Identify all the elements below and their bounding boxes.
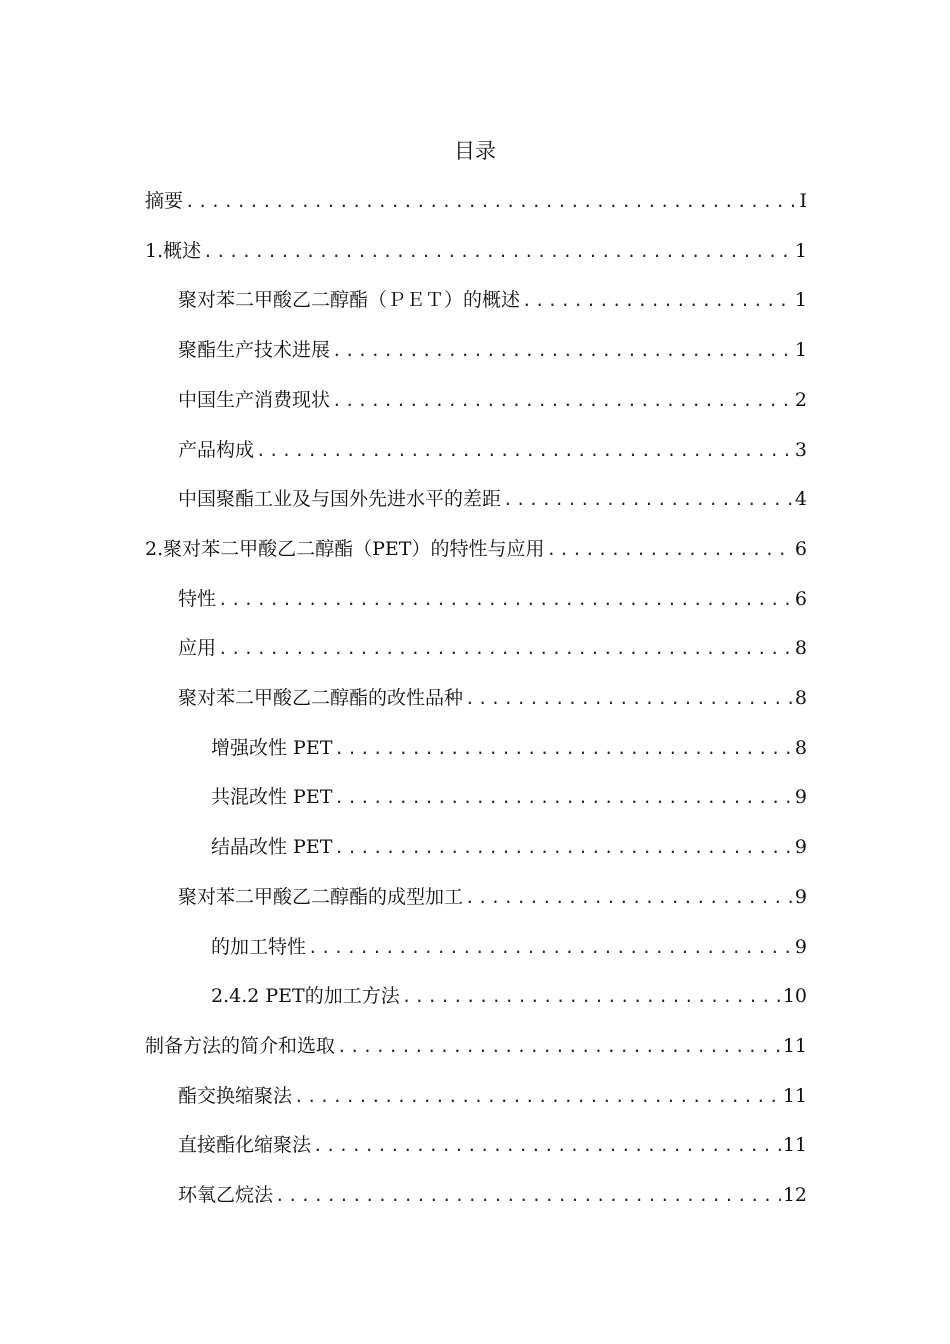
toc-entry[interactable] [211, 981, 807, 1011]
toc-entry-title: 1.概述 [145, 240, 202, 262]
toc-entry-title: 中国聚酯工业及与国外先进水平的差距 [178, 488, 502, 510]
dot-leader [503, 485, 793, 514]
dot-leader [334, 734, 793, 763]
toc-entry[interactable] [178, 285, 807, 315]
toc-entry[interactable] [178, 1130, 807, 1160]
dot-leader [218, 585, 793, 614]
toc-entry[interactable] [211, 932, 807, 962]
toc-entry-title: 聚对苯二甲酸乙二醇酯的改性品种 [178, 687, 464, 709]
dot-leader [332, 336, 793, 365]
toc-entry-page-number: 1 [794, 289, 807, 311]
dot-leader [337, 1032, 781, 1061]
toc-entry-page-number: 9 [794, 886, 807, 908]
dot-leader [203, 237, 793, 266]
toc-entry-title: 应用 [178, 637, 217, 659]
toc-entry-title: 直接酯化缩聚法 [178, 1134, 312, 1156]
toc-title: 目录 [454, 139, 496, 163]
toc-entry-title: 产品构成 [178, 439, 255, 461]
toc-entry-title: 共混改性 PET [211, 786, 333, 808]
dot-leader [465, 684, 793, 713]
dot-leader [313, 1131, 781, 1160]
toc-entry-page-number: 9 [794, 936, 807, 958]
dot-leader [546, 535, 792, 564]
toc-entry-title: 2.4.2 PET的加工方法 [211, 985, 400, 1007]
toc-entry[interactable] [178, 633, 807, 663]
toc-entry[interactable] [145, 534, 807, 564]
dot-leader [185, 187, 797, 216]
toc-entry[interactable] [178, 683, 807, 713]
toc-entry[interactable] [178, 1081, 807, 1111]
toc-entry[interactable] [178, 484, 807, 514]
toc-entry[interactable] [178, 584, 807, 614]
dot-leader [334, 783, 793, 812]
toc-entry[interactable] [211, 782, 807, 812]
toc-entry-page-number: 11 [782, 1134, 807, 1156]
toc-entry-title: 环氧乙烷法 [178, 1184, 274, 1206]
toc-entry-page-number: 11 [782, 1035, 807, 1057]
dot-leader [334, 833, 793, 862]
toc-entry-page-number: 1 [794, 339, 807, 361]
dot-leader [308, 933, 793, 962]
toc-entry-page-number: 8 [794, 737, 807, 759]
toc-entry[interactable] [145, 186, 807, 216]
toc-entry-page-number: I [799, 190, 807, 212]
toc-entry-page-number: 8 [794, 687, 807, 709]
toc-entry-page-number: 9 [794, 836, 807, 858]
toc-entry-title: 增强改性 PET [211, 737, 333, 759]
toc-entry-title: 聚对苯二甲酸乙二醇酯（ＰＥＴ）的概述 [178, 289, 521, 311]
dot-leader [465, 883, 793, 912]
toc-entry[interactable] [178, 385, 807, 415]
toc-entry-page-number: 6 [794, 538, 807, 560]
toc-entry-title: 2.聚对苯二甲酸乙二醇酯（PET）的特性与应用 [145, 538, 545, 560]
dot-leader [256, 436, 793, 465]
toc-entry[interactable] [145, 236, 807, 266]
toc-entry-page-number: 8 [794, 637, 807, 659]
toc-entry-page-number: 12 [782, 1184, 807, 1206]
toc-entry-page-number: 6 [794, 588, 807, 610]
toc-entry-page-number: 2 [794, 389, 807, 411]
toc-entry-title: 聚对苯二甲酸乙二醇酯的成型加工 [178, 886, 464, 908]
dot-leader [294, 1082, 781, 1111]
toc-entry-page-number: 4 [794, 488, 807, 510]
toc-entry-title: 特性 [178, 588, 217, 610]
toc-entry[interactable] [178, 335, 807, 365]
toc-entry-title: 酯交换缩聚法 [178, 1085, 293, 1107]
dot-leader [218, 634, 793, 663]
toc-entry-page-number: 3 [794, 439, 807, 461]
toc-entry-page-number: 11 [782, 1085, 807, 1107]
dot-leader [522, 286, 793, 315]
toc-entry-page-number: 10 [782, 985, 807, 1007]
toc-entry[interactable] [178, 435, 807, 465]
dot-leader [332, 386, 793, 415]
toc-entry-title: 中国生产消费现状 [178, 389, 331, 411]
toc-entry-title: 结晶改性 PET [211, 836, 333, 858]
toc-entry[interactable] [178, 882, 807, 912]
toc-entry[interactable] [211, 832, 807, 862]
toc-entry-title: 的加工特性 [211, 936, 307, 958]
toc-entry-title: 制备方法的简介和选取 [145, 1035, 336, 1057]
toc-entry-title: 聚酯生产技术进展 [178, 339, 331, 361]
dot-leader [402, 982, 781, 1011]
toc-entry-title: 摘要 [145, 190, 184, 212]
toc-entry-page-number: 1 [794, 240, 807, 262]
toc-entry[interactable] [145, 1031, 807, 1061]
toc-entry-page-number: 9 [794, 786, 807, 808]
dot-leader [275, 1181, 781, 1210]
toc-entry[interactable] [211, 733, 807, 763]
toc-entry[interactable] [178, 1180, 807, 1210]
